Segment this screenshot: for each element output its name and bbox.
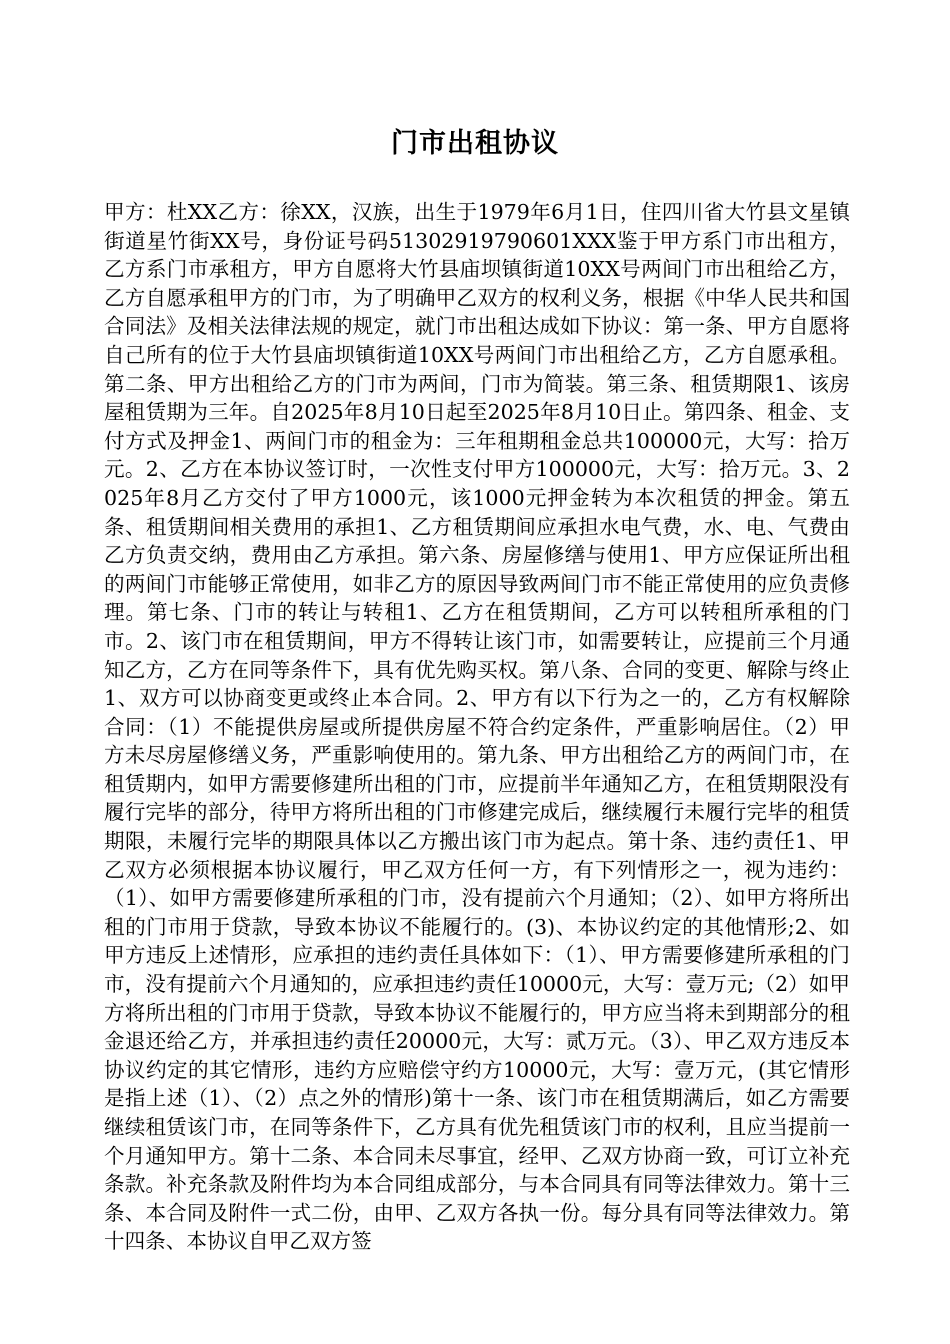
document-body-text: 甲方：杜XX乙方：徐XX，汉族，出生于1979年6月1日，住四川省大竹县文星镇街道星竹街XX号，身份证号码51302919790601XXX鉴于甲方系门市出租方，乙方系门市承租方，甲方自愿将大竹县庙坝镇街道10XX号两间门市出租给乙方，乙方自愿承租甲方的门市，为了明确甲乙双方的权利义务，根据《中华人民共和国合同法》及相关法律法规的规定，就门市出租达成如下协议：第一条、甲方自愿将自己所有的位于大竹县庙坝镇街道10XX号两间门市出租给乙方，乙方自愿承租。第二条、甲方出租给乙方的门市为两间，门市为简装。第三条、租赁期限1、该房屋租赁期为三年。自2025年8月10日起至2025年8月10日止。第四条、租金、支付方式及押金1、两间门市的租金为：三年租期租金总共100000元，大写：拾万元。2、乙方在本协议签订时，一次性支付甲方100000元，大写：拾万元。3、2025年8月乙方交付了甲方1000元，该1000元押金转为本次租赁的押金。第五条、租赁期间相关费用的承担1、乙方租赁期间应承担水电气费，水、电、气费由乙方负责交纳，费用由乙方承担。第六条、房屋修缮与使用1、甲方应保证所出租的两间门市能够正常使用，如非乙方的原因导致两间门市不能正常使用的应负责修理。第七条、门市的转让与转租1、乙方在租赁期间，乙方可以转租所承租的门市。2、该门市在租赁期间，甲方不得转让该门市，如需要转让，应提前三个月通知乙方，乙方在同等条件下，具有优先购买权。第八条、合同的变更、解除与终止1、双方可以协商变更或终止本合同。2、甲方有以下行为之一的，乙方有权解除合同：（1）不能提供房屋或所提供房屋不符合约定条件，严重影响居住。（2）甲方未尽房屋修缮义务，严重影响使用的。第九条、甲方出租给乙方的两间门市，在租赁期内，如甲方需要修建所出租的门市，应提前半年通知乙方，在租赁期限没有履行完毕的部分，待甲方将所出租的门市修建完成后，继续履行未履行完毕的租赁期限，未履行完毕的期限具体以乙方搬出该门市为起点。第十条、违约责任1、甲乙双方必须根据本协议履行，甲乙双方任何一方，有下列情形之一，视为违约：（1）、如甲方需要修建所承租的门市，没有提前六个月通知；（2）、如甲方将所出租的门市用于贷款，导致本协议不能履行的。(3)、本协议约定的其他情形;2、如甲方违反上述情形，应承担的违约责任具体如下：（1）、甲方需要修建所承租的门市，没有提前六个月通知的，应承担违约责任10000元，大写：壹万元;（2）如甲方将所出租的门市用于贷款，导致本协议不能履行的，甲方应当将未到期部分的租金退还给乙方，并承担违约责任20000元，大写：贰万元。（3）、甲乙双方违反本协议约定的其它情形，违约方应赔偿守约方10000元，大写：壹万元，(其它情形是指上述（1）、（2）点之外的情形)第十一条、该门市在租赁期满后，如乙方需要继续租赁该门市，在同等条件下，乙方具有优先租赁该门市的权利，且应当提前一个月通知甲方。第十二条、本合同未尽事宜，经甲、乙双方协商一致，可订立补充条款。补充条款及附件均为本合同组成部分，与本合同具有同等法律效力。第十三条、本合同及附件一式二份，由甲、乙双方各执一份。每分具有同等法律效力。第十四条、本协议自甲乙双方签 bbox=[104, 200, 850, 1254]
document-title: 门市出租协议 bbox=[391, 128, 559, 160]
